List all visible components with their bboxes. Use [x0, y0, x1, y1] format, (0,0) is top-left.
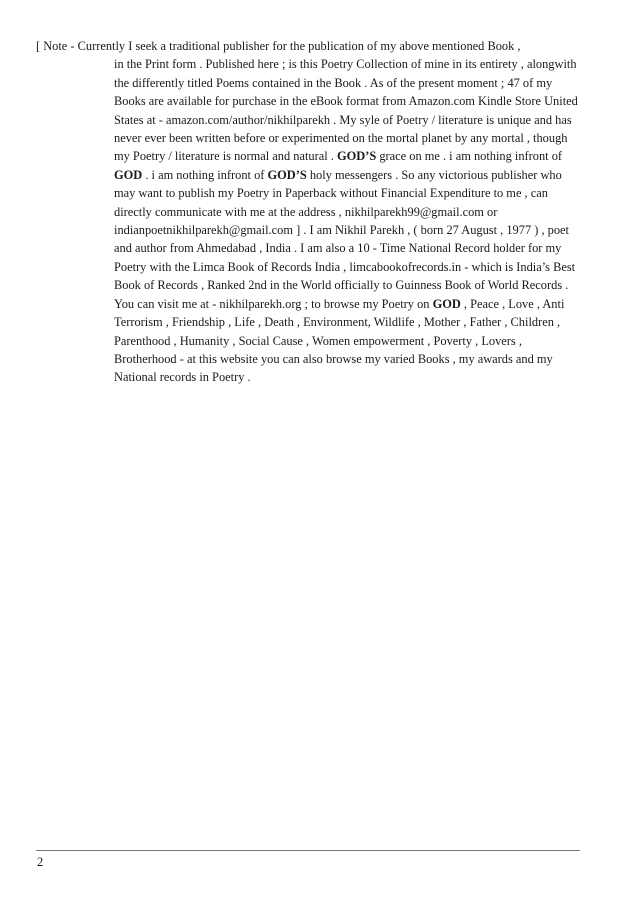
note-segment: holy messengers . So any victorious publisher who may want to publish my Poetry in Paperback without Financial Expenditure to me , can directly communicate with me at the address , nikhilparekh99@gmail.com or indianpoetnikhilparekh@gmail.com ] . I am Nikhil Parekh , ( born 27 August , 1977 ) , poet and author from Ahmedabad , India . I am also a 10 - Time National Record holder for my Poetry with the Limca Book of Records India , limcabookofrecords.in - which is India’s Best Book of Records , Ranked 2nd in the World officially to Guinness Book of World Records . You can visit me at - nikhilparekh.org ; to browse my Poetry on: [114, 167, 576, 311]
note-segment: , Peace , Love , Anti Terrorism , Friendship , Life , Death , Environment, Wildlife , Mother , Father , Children , Parenthood , Humanity , Social Cause , Women empowerment , Poverty , Lovers , Brotherhood - at this website you can also browse my varied Books , my awards and my National records in Poetry .: [114, 296, 565, 385]
note-segment-bold: GOD’S: [267, 167, 307, 182]
note-segment-bold: GOD’S: [336, 149, 377, 164]
note-segment-bold: GOD: [432, 296, 461, 311]
page-number: 2: [37, 855, 44, 869]
note-segment-bold: GOD: [114, 167, 143, 182]
footer-divider: [36, 850, 580, 851]
note-segment: in the Print form . Published here ; is this Poetry Collection of mine in its entirety , alongwith the differently titled Poems contained in the Book . As of the present moment ; 47 of my Books are available for purchase in the eBook format from Amazon.com Kindle Store United States at - amazon.com/author/nikhilparekh . My syle of Poetry / literature is unique and has never ever been written before or experimented on the mortal planet by any mortal , though my Poetry / literature is normal and natural .: [114, 57, 578, 164]
note-body: [114, 55, 584, 386]
note-segment: . i am nothing infront of: [142, 167, 268, 182]
note-first-line: [ Note - Currently I seek a traditional publisher for the publication of my above mentioned Book ,: [36, 39, 521, 53]
note-segment: grace on me . i am nothing infront of: [376, 149, 563, 164]
publisher-note: [36, 37, 584, 387]
